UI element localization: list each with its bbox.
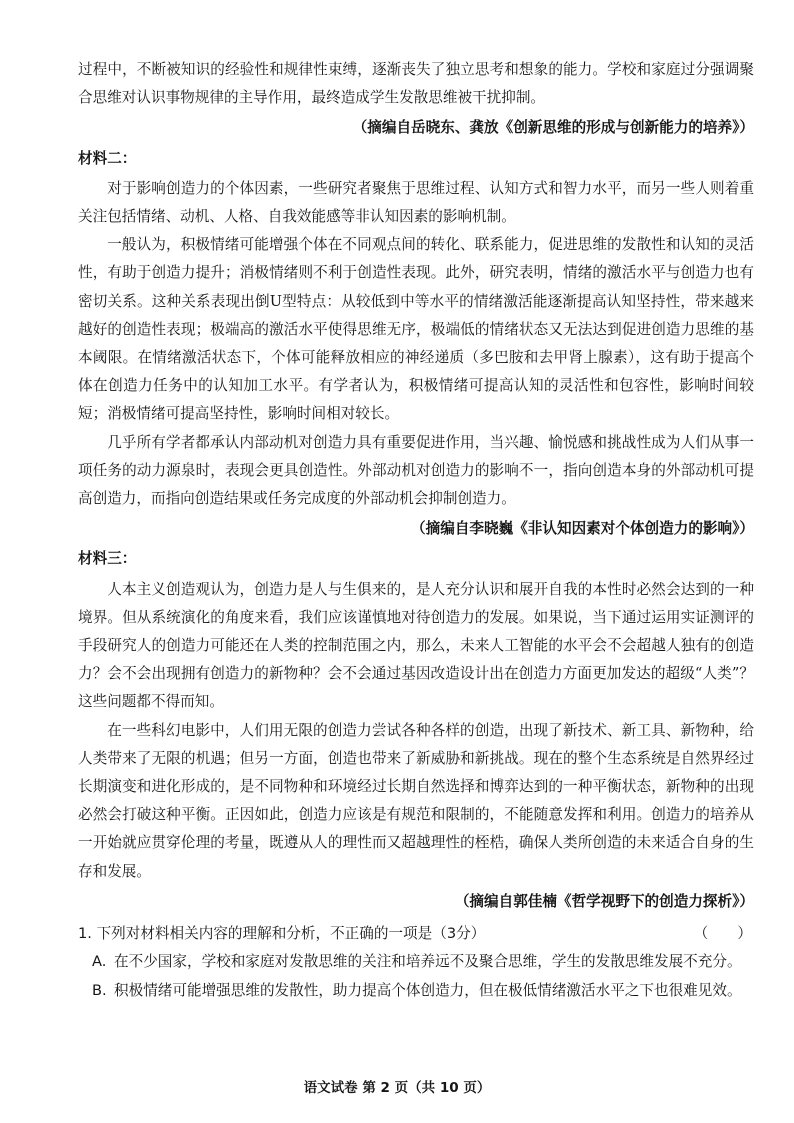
- page-content: [78, 56, 754, 1005]
- option-letter: B.: [92, 981, 107, 999]
- option-letter: A.: [92, 953, 107, 971]
- answer-bracket: （ ）: [693, 925, 752, 943]
- material-3-paragraph: 人本主义创造观认为，创造力是人与生俱来的，是人充分认识和展开自我的本性时必然会达到的一种境界。但从系统演化的角度来看，我们应该谨慎地对待创造力的发展。如果说，当下通过运用实证测评的手段研究人的创造力可能还在人类的控制范围之内，那么，未来人工智能的水平会不会超越人独有的创造力？会不会出现拥有创造力的新物种？会不会通过基因改造设计出在创造力方面更加发达的超级“人类”？这些问题都不得而知。: [78, 580, 754, 711]
- material-2-heading: 材料二：: [78, 149, 137, 167]
- source-citation-1: （摘编自岳晓东、龚放《创新思维的形成与创新能力的培养》）: [352, 119, 754, 137]
- page-footer: 语文试卷 第 2 页（共 10 页）: [303, 1080, 491, 1096]
- source-citation-3: （摘编自郭佳楠《哲学视野下的创造力探析》）: [454, 892, 754, 910]
- option-a: [78, 948, 754, 976]
- material-3-heading: 材料三：: [78, 550, 137, 568]
- option-text: 在不少国家，学校和家庭对发散思维的关注和培养远不及聚合思维，学生的发散思维发展不充分。: [114, 953, 742, 971]
- material-2-paragraph: 一般认为，积极情绪可能增强个体在不同观点间的转化、联系能力，促进思维的发散性和认知的灵活性，有助于创造力提升；消极情绪则不利于创造性表现。此外，研究表明，情绪的激活水平与创造力也有密切关系。这种关系表现出倒U型特点：从较低到中等水平的情绪激活能逐渐提高认知坚持性，带来越来越好的创造性表现；极端高的激活水平使得思维无序，极端低的情绪状态又无法达到促进创造力思维的基本阈限。在情绪激活状态下，个体可能释放相应的神经递质（多巴胺和去甲肾上腺素），这有助于提高个体在创造力任务中的认知加工水平。有学者认为，积极情绪可提高认知的灵活性和包容性，影响时间较短；消极情绪可提高坚持性，影响时间相对较长。: [78, 236, 754, 423]
- option-text: 积极情绪可能增强思维的发散性，助力提高个体创造力，但在极低情绪激活水平之下也很难见效。: [114, 981, 742, 999]
- option-b: [78, 977, 754, 1005]
- question-1-stem: 1. 下列对材料相关内容的理解和分析，不正确的一项是（3分）: [78, 925, 486, 943]
- source-citation-2: （摘编自李晓巍《非认知因素对个体创造力的影响》）: [411, 520, 754, 538]
- material-3-paragraph: 在一些科幻电影中，人们用无限的创造力尝试各种各样的创造，出现了新技术、新工具、新物种，给人类带来了无限的机遇；但另一方面，创造也带来了新威胁和新挑战。现在的整个生态系统是自然界经过长期演变和进化形成的，是不同物种和环境经过长期自然选择和博弈达到的一种平衡状态，新物种的出现必然会打破这种平衡。正因如此，创造力应该是有规范和限制的，不能随意发挥和利用。创造力的培养从一开始就应贯穿伦理的考量，既遵从人的理性而又超越理性的桎梏，确保人类所创造的未来适合自身的生存和发展。: [78, 721, 754, 880]
- continued-paragraph: 过程中，不断被知识的经验性和规律性束缚，逐渐丧失了独立思考和想象的能力。学校和家庭过分强调聚合思维对认识事物规律的主导作用，最终造成学生发散思维被干扰抑制。: [78, 61, 754, 107]
- material-2-paragraph: 几乎所有学者都承认内部动机对创造力具有重要促进作用，当兴趣、愉悦感和挑战性成为人们从事一项任务的动力源泉时，表现会更具创造性。外部动机对创造力的影响不一，指向创造本身的外部动机可提高创造力，而指向创造结果或任务完成度的外部动机会抑制创造力。: [78, 433, 754, 508]
- material-2-paragraph: 对于影响创造力的个体因素，一些研究者聚焦于思维过程、认知方式和智力水平，而另一些人则着重关注包括情绪、动机、人格、自我效能感等非认知因素的影响机制。: [78, 179, 754, 226]
- question-1: [78, 920, 754, 948]
